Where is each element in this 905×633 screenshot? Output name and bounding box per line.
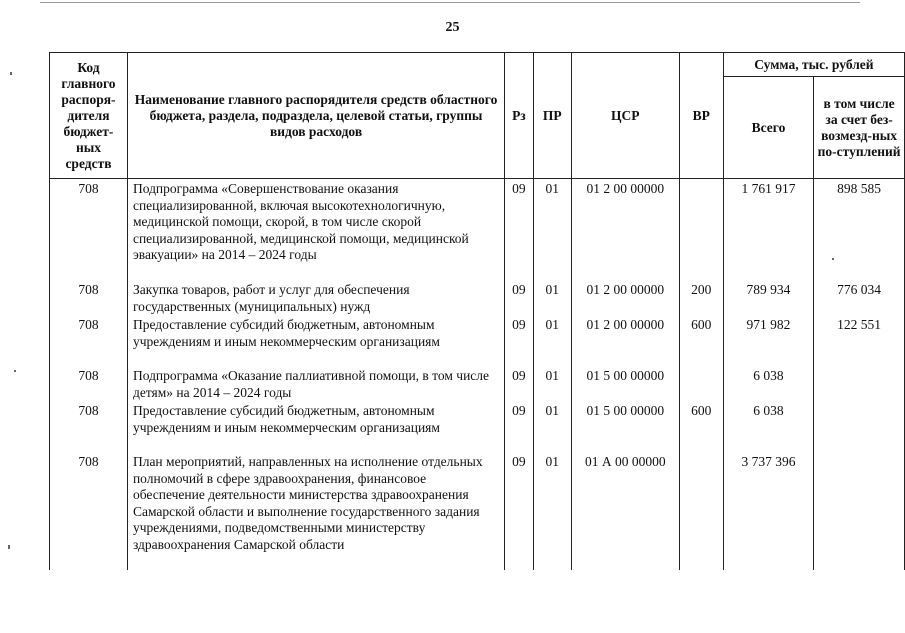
- cell-pr: 01: [533, 402, 571, 453]
- cell-csr: 01 2 00 00000: [571, 281, 679, 316]
- cell-nonrepayable: [814, 453, 905, 570]
- header-vr: ВР: [679, 53, 723, 179]
- cell-rz: 09: [505, 402, 534, 453]
- cell-csr: 01 2 00 00000: [571, 179, 679, 282]
- cell-name: Подпрограмма «Оказание паллиативной помощи, в том числе детям» на 2014 – 2024 годы: [127, 367, 504, 402]
- cell-total: 6 038: [723, 402, 813, 453]
- cell-csr: 01 5 00 00000: [571, 367, 679, 402]
- scan-speck: [8, 545, 10, 549]
- cell-code: 708: [50, 402, 128, 453]
- cell-code: 708: [50, 281, 128, 316]
- cell-csr: 01 5 00 00000: [571, 402, 679, 453]
- table-row: [50, 179, 905, 282]
- cell-pr: 01: [533, 179, 571, 282]
- table-row: [50, 316, 905, 367]
- cell-nonrepayable: 898 585: [814, 179, 905, 282]
- cell-vr: [679, 453, 723, 570]
- cell-pr: 01: [533, 316, 571, 367]
- budget-table: [49, 52, 905, 570]
- cell-total: 1 761 917: [723, 179, 813, 282]
- cell-vr: 600: [679, 316, 723, 367]
- cell-rz: 09: [505, 367, 534, 402]
- header-total: Всего: [723, 77, 813, 179]
- cell-pr: 01: [533, 281, 571, 316]
- cell-code: 708: [50, 316, 128, 367]
- cell-nonrepayable: [814, 402, 905, 453]
- cell-code: 708: [50, 367, 128, 402]
- cell-nonrepayable: 122 551: [814, 316, 905, 367]
- cell-vr: 200: [679, 281, 723, 316]
- cell-total: 3 737 396: [723, 453, 813, 570]
- cell-vr: [679, 367, 723, 402]
- cell-csr: 01 А 00 00000: [571, 453, 679, 570]
- scan-speck: [10, 72, 12, 75]
- cell-rz: 09: [505, 453, 534, 570]
- cell-rz: 09: [505, 281, 534, 316]
- header-nonrepayable: в том числе за счет без-возмезд-ных по-ступлений: [814, 77, 905, 179]
- cell-total: 971 982: [723, 316, 813, 367]
- cell-name: План мероприятий, направленных на исполнение отдельных полномочий в сфере здравоохранения, финансовое обеспечение деятельности министерства здравоохранения Самарской области и выполнение государственного задания учреждениями, подведомственными министерству здравоохранения Самарской области: [127, 453, 504, 570]
- table-header: [50, 53, 905, 179]
- cell-vr: 600: [679, 402, 723, 453]
- header-csr: ЦСР: [571, 53, 679, 179]
- cell-name: Закупка товаров, работ и услуг для обеспечения государственных (муниципальных) нужд: [127, 281, 504, 316]
- header-sum: Сумма, тыс. рублей: [723, 53, 904, 77]
- table-row: [50, 453, 905, 570]
- header-name: Наименование главного распорядителя средств областного бюджета, раздела, подраздела, целевой статьи, группы видов расходов: [127, 53, 504, 179]
- table-body: [50, 179, 905, 571]
- cell-name: Предоставление субсидий бюджетным, автономным учреждениям и иным некоммерческим организациям: [127, 402, 504, 453]
- header-code: Код главного распоря-дителя бюджет-ных средств: [50, 53, 128, 179]
- cell-nonrepayable: 776 034: [814, 281, 905, 316]
- cell-code: 708: [50, 453, 128, 570]
- cell-rz: 09: [505, 316, 534, 367]
- page-number: 25: [445, 20, 460, 35]
- scan-speck: [14, 370, 16, 372]
- cell-total: 789 934: [723, 281, 813, 316]
- cell-rz: 09: [505, 179, 534, 282]
- cell-code: 708: [50, 179, 128, 282]
- cell-pr: 01: [533, 367, 571, 402]
- scan-edge-line: [40, 2, 860, 3]
- cell-csr: 01 2 00 00000: [571, 316, 679, 367]
- cell-nonrepayable: [814, 367, 905, 402]
- table-row: [50, 367, 905, 402]
- table-row: [50, 402, 905, 453]
- scan-speck: [832, 258, 834, 260]
- header-pr: ПР: [533, 53, 571, 179]
- cell-total: 6 038: [723, 367, 813, 402]
- header-rz: Рз: [505, 53, 534, 179]
- cell-vr: [679, 179, 723, 282]
- cell-pr: 01: [533, 453, 571, 570]
- table-row: [50, 281, 905, 316]
- cell-name: Предоставление субсидий бюджетным, автономным учреждениям и иным некоммерческим организациям: [127, 316, 504, 367]
- cell-name: Подпрограмма «Совершенствование оказания специализированной, включая высокотехнологичную, медицинской помощи, скорой, в том числе скорой специализированной, медицинской помощи, медицинской эвакуации» на 2014 – 2024 годы: [127, 179, 504, 282]
